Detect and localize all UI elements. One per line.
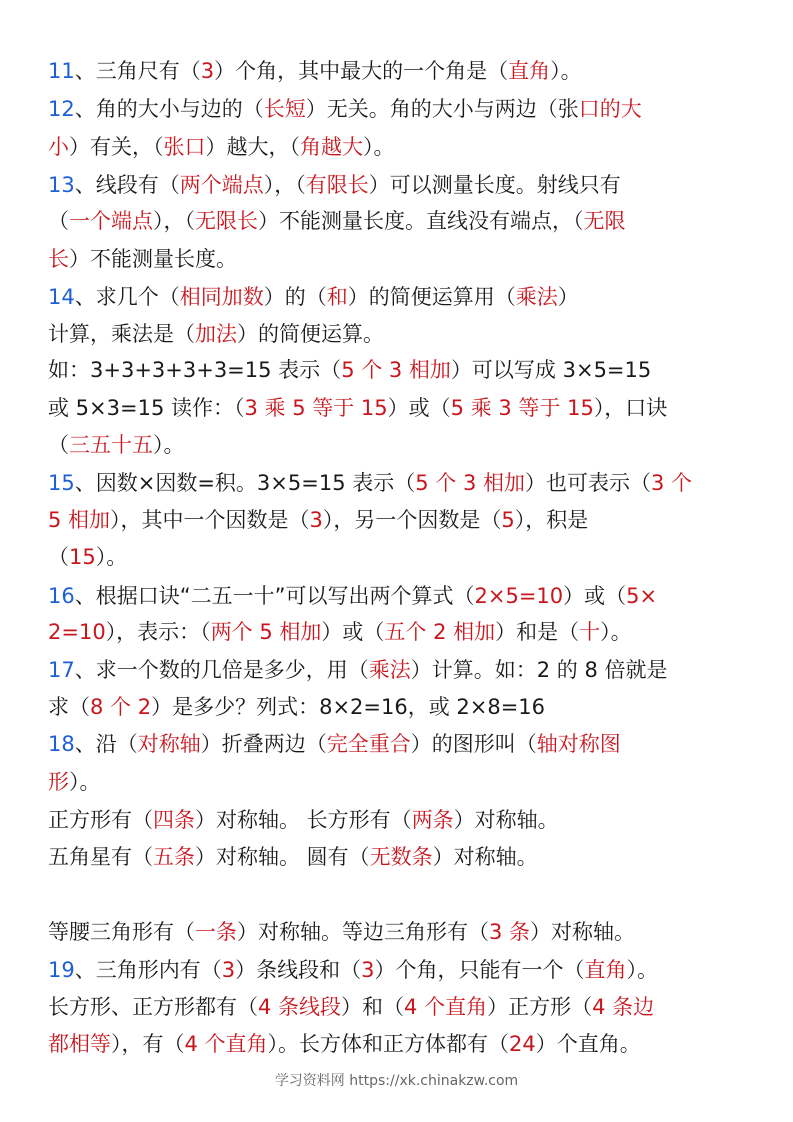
text-line [48, 95, 768, 123]
question-text: ）是多少？列式：8×2=16，或 2×8=16 [151, 695, 546, 719]
question-text: 、沿（ [74, 732, 138, 756]
item-number: 14 [48, 285, 75, 309]
text-line [48, 843, 768, 871]
text-line [48, 469, 768, 497]
question-text: ）或（ [387, 396, 451, 420]
answer-text: 无限 [583, 209, 626, 233]
answer-text: 3 [361, 958, 375, 982]
answer-text: 3 乘 5 等于 15 [244, 396, 388, 420]
question-text: 、线段有（ [74, 173, 180, 197]
question-text: ），其中一个因数是（ [110, 508, 310, 532]
question-text: ）不能测量长度。 [69, 247, 237, 271]
question-text: 、根据口诀“二五一十”可以写出两个算式（ [74, 584, 475, 608]
question-text: ）和是（ [495, 620, 580, 644]
answer-text: 十 [579, 620, 601, 644]
question-text: ）的简便运算。 [237, 322, 384, 346]
item-number: 12 [48, 97, 75, 121]
text-line [48, 993, 768, 1021]
answer-text: 5 个 3 相加 [341, 358, 451, 382]
question-text: （ [48, 209, 69, 233]
answer-text: 3 [221, 958, 236, 982]
question-text: ），口诀 [593, 396, 668, 420]
question-text: ），有（ [111, 1032, 185, 1056]
question-text: ）个直角。 [535, 1032, 641, 1056]
item-number: 17 [48, 658, 75, 682]
answer-text: 两个 5 相加 [210, 620, 322, 644]
question-text: 、求一个数的几倍是多少，用（ [74, 658, 369, 682]
text-line [48, 956, 768, 984]
question-text: ）对称轴。 [453, 808, 559, 832]
text-line [48, 356, 768, 384]
answer-text: 一个端点 [69, 209, 153, 233]
question-text: ）对称轴。 [530, 920, 636, 944]
question-text: ） [557, 285, 579, 309]
question-text: ）。长方体和正方体都有（ [267, 1032, 510, 1056]
question-text: ）。 [95, 545, 128, 569]
question-text: ）不能测量长度。直线没有端点，（ [258, 209, 584, 233]
text-line [48, 656, 768, 684]
question-text: ）。 [600, 620, 632, 644]
answer-text: 2×5=10 [474, 584, 564, 608]
question-text: ）个角，只能有一个（ [374, 958, 585, 982]
answer-text: 长短 [263, 97, 306, 121]
question-text: ）。 [626, 958, 658, 982]
answer-text: 无数条 [369, 845, 433, 869]
answer-text: 无限长 [195, 209, 258, 233]
text-line [48, 320, 768, 348]
text-line [48, 582, 768, 610]
text-line [48, 730, 768, 758]
answer-text: 5 [501, 508, 515, 532]
question-text: ），（ [153, 209, 195, 233]
answer-text: 形 [48, 770, 69, 794]
question-text: 、角的大小与边的（ [74, 97, 264, 121]
question-text: ）。 [363, 135, 395, 159]
question-text: 求（ [48, 695, 90, 719]
question-text: 、求几个（ [74, 285, 180, 309]
text-line [48, 57, 768, 85]
answer-text: 一条 [195, 920, 237, 944]
question-text: ）正方形（ [487, 995, 593, 1019]
answer-text: 四条 [153, 808, 195, 832]
text-line [48, 768, 768, 796]
answer-text: 五个 2 相加 [384, 620, 496, 644]
question-text: 、三角形内有（ [74, 958, 222, 982]
question-text: ）和（ [341, 995, 405, 1019]
answer-text: 两条 [411, 808, 454, 832]
answer-text: 三五十五 [69, 433, 153, 457]
question-text: ），另一个因数是（ [322, 508, 502, 532]
answer-text: 乘法 [515, 285, 558, 309]
answer-text: 4 条边 [592, 995, 655, 1019]
question-text: ）可以写成 3×5=15 [450, 358, 652, 382]
question-text: 五角星有（ [48, 845, 153, 869]
question-text: 计算，乘法是（ [48, 322, 195, 346]
question-text: （ [48, 433, 69, 457]
answer-text: 5× [626, 584, 658, 608]
question-text: ）的图形叫（ [410, 732, 537, 756]
question-text: ）。 [69, 770, 101, 794]
footer-watermark: 学习资料网 https://xk.chinakzw.com [274, 1073, 519, 1089]
text-line [48, 543, 768, 571]
answer-text: 3 条 [489, 920, 531, 944]
answer-text: 3 [309, 508, 323, 532]
question-text: 、因数×因数=积。3×5=15 表示（ [74, 471, 416, 495]
question-text: ）条线段和（ [235, 958, 362, 982]
question-text: ）或（ [563, 584, 627, 608]
question-text: ）无关。角的大小与两边（张 [305, 97, 579, 121]
text-line [48, 245, 768, 273]
answer-text: 有限长 [305, 173, 369, 197]
question-text: ），积是 [514, 508, 589, 532]
question-text: ）对称轴。 圆有（ [195, 845, 370, 869]
question-text: 、三角尺有（ [74, 59, 201, 83]
answer-text: 4 个直角 [404, 995, 488, 1019]
text-line [48, 283, 768, 311]
answer-text: 3 个 [651, 471, 693, 495]
answer-text: 2=10 [48, 620, 106, 644]
answer-text: 两个端点 [179, 173, 264, 197]
question-text: ）的（ [263, 285, 327, 309]
answer-text: 和 [326, 285, 348, 309]
text-line [48, 133, 768, 161]
text-line [48, 918, 768, 946]
question-text: ）也可表示（ [525, 471, 651, 495]
question-text: ）的简便运算用（ [347, 285, 516, 309]
question-text: ）对称轴。等边三角形有（ [237, 920, 489, 944]
answer-text: 直角 [508, 59, 551, 83]
question-text: 等腰三角形有（ [48, 920, 195, 944]
text-line [48, 171, 768, 199]
answer-text: 都相等 [48, 1032, 111, 1056]
answer-text: 直角 [584, 958, 627, 982]
answer-text: 5 相加 [48, 508, 111, 532]
answer-text: 完全重合 [326, 732, 411, 756]
answer-text: 4 条线段 [258, 995, 342, 1019]
question-text: 长方形、正方形都有（ [48, 995, 258, 1019]
item-number: 16 [48, 584, 75, 608]
question-text: ）有关，（ [69, 135, 164, 159]
answer-text: 相同加数 [179, 285, 264, 309]
answer-text: 3 [200, 59, 215, 83]
answer-text: 4 个直角 [184, 1032, 268, 1056]
question-text: ）个角，其中最大的一个角是（ [214, 59, 509, 83]
question-text: ）可以测量长度。射线只有 [368, 173, 621, 197]
answer-text: 口的大 [578, 97, 642, 121]
answer-text: 乘法 [368, 658, 411, 682]
question-text: ）。 [550, 59, 582, 83]
question-text: 或 5×3=15 读作：（ [48, 396, 245, 420]
question-text: ）对称轴。 长方形有（ [195, 808, 412, 832]
text-line [48, 693, 768, 721]
answer-text: 五条 [153, 845, 195, 869]
item-number: 11 [48, 59, 75, 83]
answer-text: 加法 [195, 322, 237, 346]
answer-text: 8 个 2 [90, 695, 152, 719]
question-text: （ [48, 545, 69, 569]
text-line [48, 431, 768, 459]
text-line [48, 207, 768, 235]
question-text: ）越大，（ [205, 135, 300, 159]
answer-text: 15 [69, 545, 96, 569]
answer-text: 对称轴 [137, 732, 201, 756]
item-number: 15 [48, 471, 75, 495]
answer-text: 24 [509, 1032, 536, 1056]
question-text: ），表示：（ [105, 620, 211, 644]
answer-text: 小 [48, 135, 69, 159]
question-text: ）折叠两边（ [200, 732, 327, 756]
question-text: ），（ [263, 173, 306, 197]
text-line [48, 394, 768, 422]
question-text: 如：3+3+3+3+3=15 表示（ [48, 358, 342, 382]
item-number: 18 [48, 732, 75, 756]
question-text: ）或（ [321, 620, 385, 644]
question-text: 正方形有（ [48, 808, 153, 832]
answer-text: 轴对称图 [536, 732, 621, 756]
answer-text: 长 [48, 247, 69, 271]
question-text: ）。 [153, 433, 185, 457]
answer-text: 角越大 [300, 135, 363, 159]
answer-text: 5 乘 3 等于 15 [450, 396, 594, 420]
question-text: ）计算。如：2 的 8 倍就是 [410, 658, 668, 682]
text-line [48, 506, 768, 534]
item-number: 19 [48, 958, 75, 982]
text-line [48, 1030, 768, 1058]
text-line [48, 806, 768, 834]
question-text: ）对称轴。 [432, 845, 538, 869]
answer-text: 张口 [163, 135, 206, 159]
item-number: 13 [48, 173, 75, 197]
answer-text: 5 个 3 相加 [415, 471, 525, 495]
text-line [48, 618, 768, 646]
